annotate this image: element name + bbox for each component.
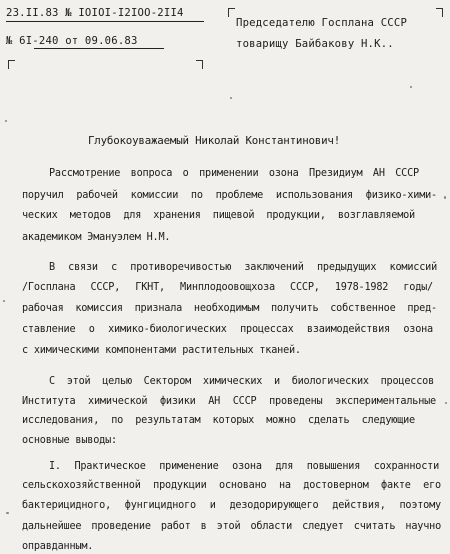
paragraph-line: Рассмотрение вопроса о применении озона Президиум АН СССР — [49, 168, 419, 179]
corner-mark — [436, 8, 443, 17]
paragraph-line: В связи с противоречивостью заключений предыдущих комиссий — [49, 262, 437, 273]
date-underline — [6, 21, 204, 22]
scan-speck — [5, 120, 7, 122]
corner-mark — [228, 8, 235, 17]
paragraph-line: академиком Эмануэлем Н.М. — [22, 232, 171, 243]
paragraph-line: Института химической физики АН СССР проведены экспериментальные — [22, 396, 436, 407]
paragraph-line: I. Практическое применение озона для повышения сохранности — [49, 461, 439, 472]
paragraph-line: основные выводы: — [22, 435, 117, 446]
paragraph-line: исследования, по результатам которых можно сделать следующие — [22, 415, 415, 426]
paragraph-line: /Госплана СССР, ГКНТ, Минплодоовощхоза СССР, 1978-1982 годы/ — [22, 282, 433, 293]
paragraph-line: С этой целью Сектором химических и биологических процессов — [49, 376, 434, 387]
paragraph-line: с химическими компонентами растительных тканей. — [22, 345, 301, 356]
paragraph-line: дальнейшее проведение работ в этой области следует считать научно — [22, 521, 441, 532]
scan-speck — [6, 512, 9, 514]
paragraph-line: оправданным. — [22, 541, 94, 552]
registration-date-line: 23.II.83 № IOIOI-I2IOO-2II4 — [6, 7, 184, 19]
corner-mark — [8, 60, 15, 69]
paragraph-line: бактерицидного, фунгицидного и дезодорирующего действия, поэтому — [22, 500, 441, 511]
paragraph-line: рабочая комиссия признала необходимым получить собственное пред- — [22, 303, 437, 314]
paragraph-line: сельскохозяйственной продукции основано на достоверном факте его — [22, 480, 441, 491]
scan-speck — [3, 300, 5, 302]
salutation: Глубокоуважаемый Николай Константинович! — [88, 134, 341, 147]
corner-mark — [196, 60, 203, 69]
paragraph-line: ставление о химико-биологических процессах взаимодействия озона — [22, 324, 433, 335]
addressee-line-2: товарищу Байбакову Н.К.. — [236, 38, 394, 50]
paragraph-line: ческих методов для хранения пищевой продукции, возглавляемой — [22, 210, 415, 221]
addressee-line-1: Председателю Госплана СССР — [236, 17, 408, 29]
scan-speck — [444, 196, 446, 199]
scan-speck — [445, 402, 447, 404]
reference-number-line: № 6I-240 от 09.06.83 — [6, 35, 138, 47]
paragraph-line: поручил рабочей комиссии по проблеме использования физико-хими- — [22, 190, 437, 201]
scan-speck — [410, 86, 412, 88]
reference-underline — [34, 48, 164, 49]
scan-speck — [230, 97, 232, 99]
